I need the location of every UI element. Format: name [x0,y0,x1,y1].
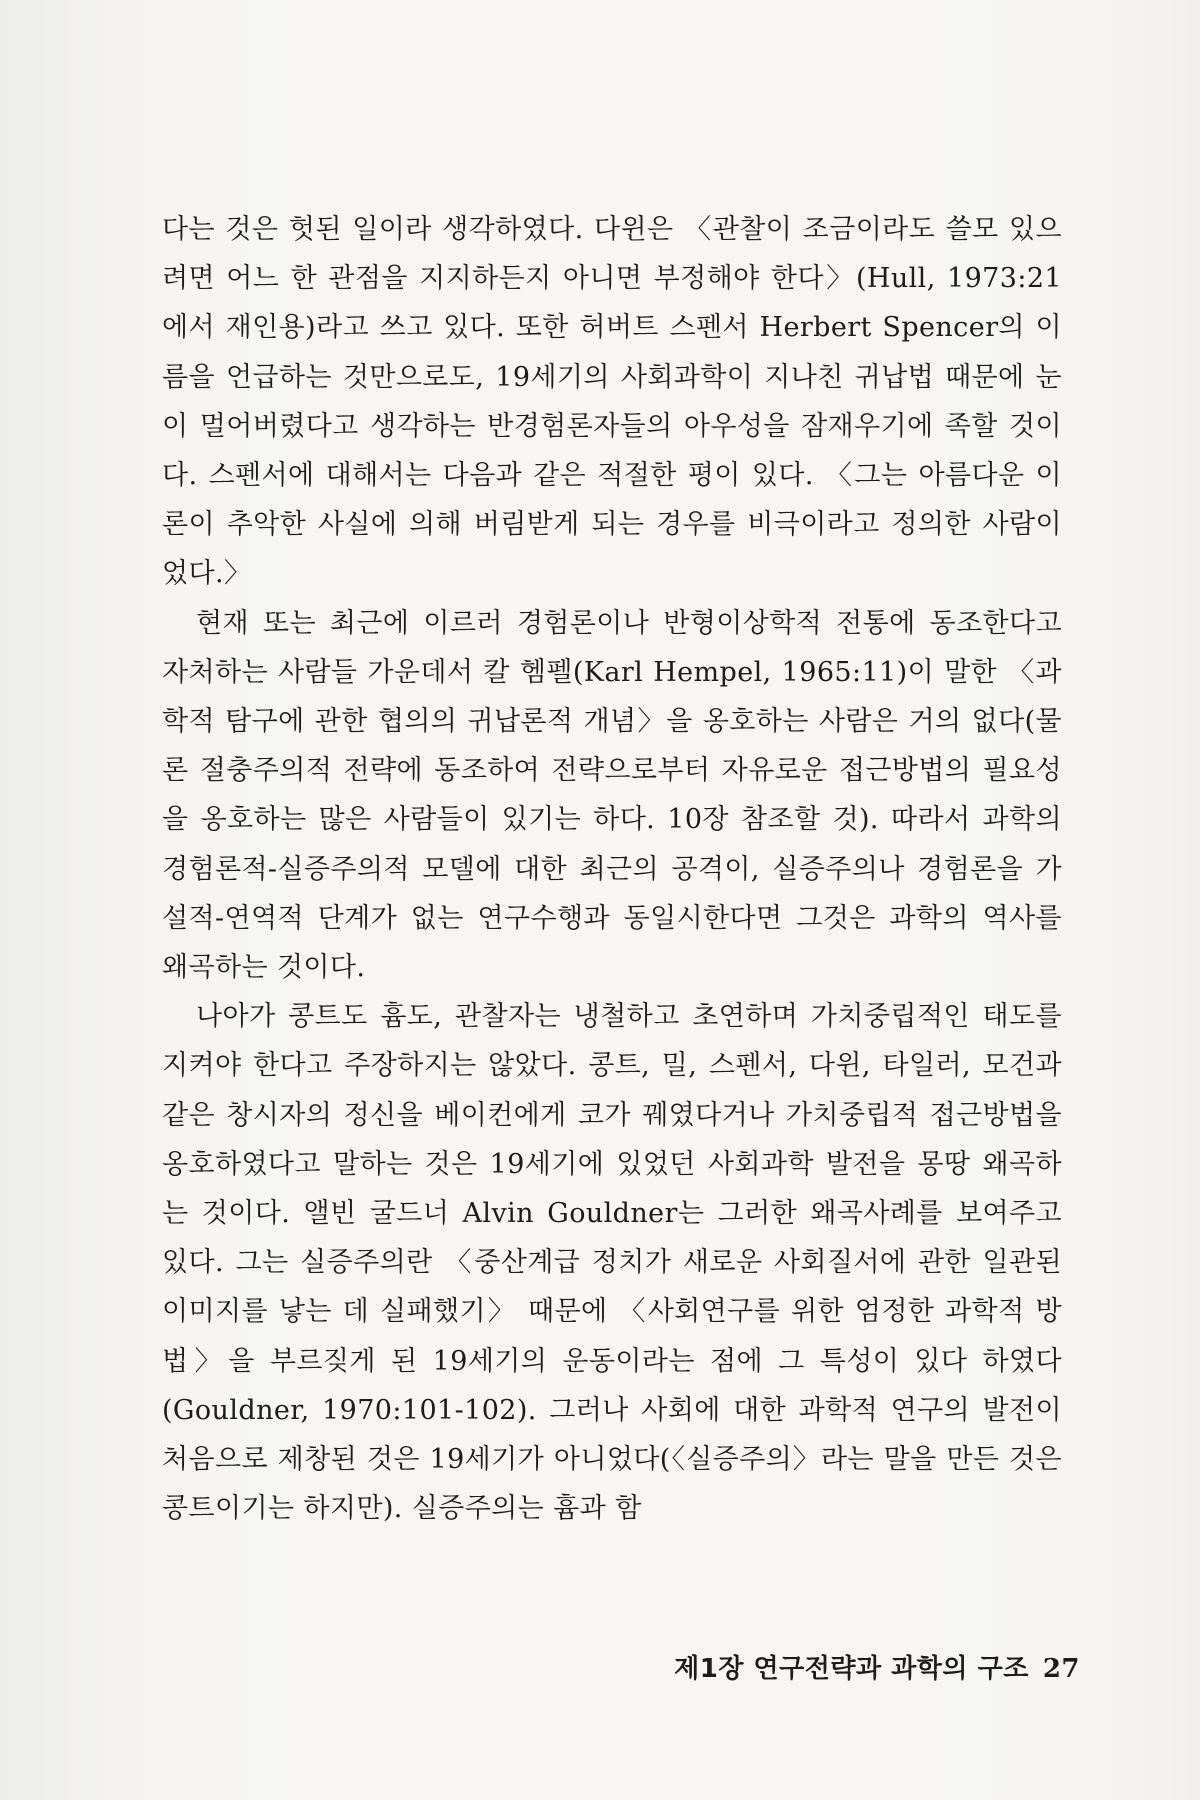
page-footer [650,1648,1080,1685]
running-title: 제1장 연구전략과 과학의 구조 [674,1654,1029,1684]
body-text [162,205,1062,1533]
paragraph-3: 나아가 콩트도 흄도, 관찰자는 냉철하고 초연하며 가치중립적인 태도를 지켜야 한다고 주장하지는 않았다. 콩트, 밀, 스펜서, 다윈, 타일러, 모건과 같은 창시자의 정신을 베이컨에게 코가 꿰였다거나 가치중립적 접근방법을 옹호하였다고 말하는 것은 19세기에 있었던 사회과학 발전을 몽땅 왜곡하는 것이다. 앨빈 굴드너 Alvin Gouldner는 그러한 왜곡사례를 보여주고 있다. 그는 실증주의란 〈중산계급 정치가 새로운 사회질서에 관한 일관된 이미지를 낳는 데 실패했기〉 때문에 〈사회연구를 위한 엄정한 과학적 방법〉을 부르짖게 된 19세기의 운동이라는 점에 그 특성이 있다 하였다(Gouldner, 1970:101-102). 그러나 사회에 대한 과학적 연구의 발전이 처음으로 제창된 것은 19세기가 아니었다(〈실증주의〉라는 말을 만든 것은 콩트이기는 하지만). 실증주의는 흄과 함 [162,1001,1062,1525]
page-number: 27 [1042,1654,1080,1684]
paragraph-2: 현재 또는 최근에 이르러 경험론이나 반형이상학적 전통에 동조한다고 자처하는 사람들 가운데서 칼 헴펠(Karl Hempel, 1965:11)이 말한 〈과학적 탐구에 관한 협의의 귀납론적 개념〉을 옹호하는 사람은 거의 없다(물론 절충주의적 전략에 동조하여 전략으로부터 자유로운 접근방법의 필요성을 옹호하는 많은 사람들이 있기는 하다. 10장 참조할 것). 따라서 과학의 경험론적-실증주의적 모델에 대한 최근의 공격이, 실증주의나 경험론을 가설적-연역적 단계가 없는 연구수행과 동일시한다면 그것은 과학의 역사를 왜곡하는 것이다. [162,607,1062,984]
paragraph-1: 다는 것은 헛된 일이라 생각하였다. 다윈은 〈관찰이 조금이라도 쓸모 있으려면 어느 한 관점을 지지하든지 아니면 부정해야 한다〉(Hull, 1973:21에서 재인용)라고 쓰고 있다. 또한 허버트 스펜서 Herbert Spencer의 이름을 언급하는 것만으로도, 19세기의 사회과학이 지나친 귀납법 때문에 눈이 멀어버렸다고 생각하는 반경험론자들의 아우성을 잠재우기에 족할 것이다. 스펜서에 대해서는 다음과 같은 적절한 평이 있다. 〈그는 아름다운 이론이 추악한 사실에 의해 버림받게 되는 경우를 비극이라고 정의한 사람이었다.〉 [162,214,1062,590]
